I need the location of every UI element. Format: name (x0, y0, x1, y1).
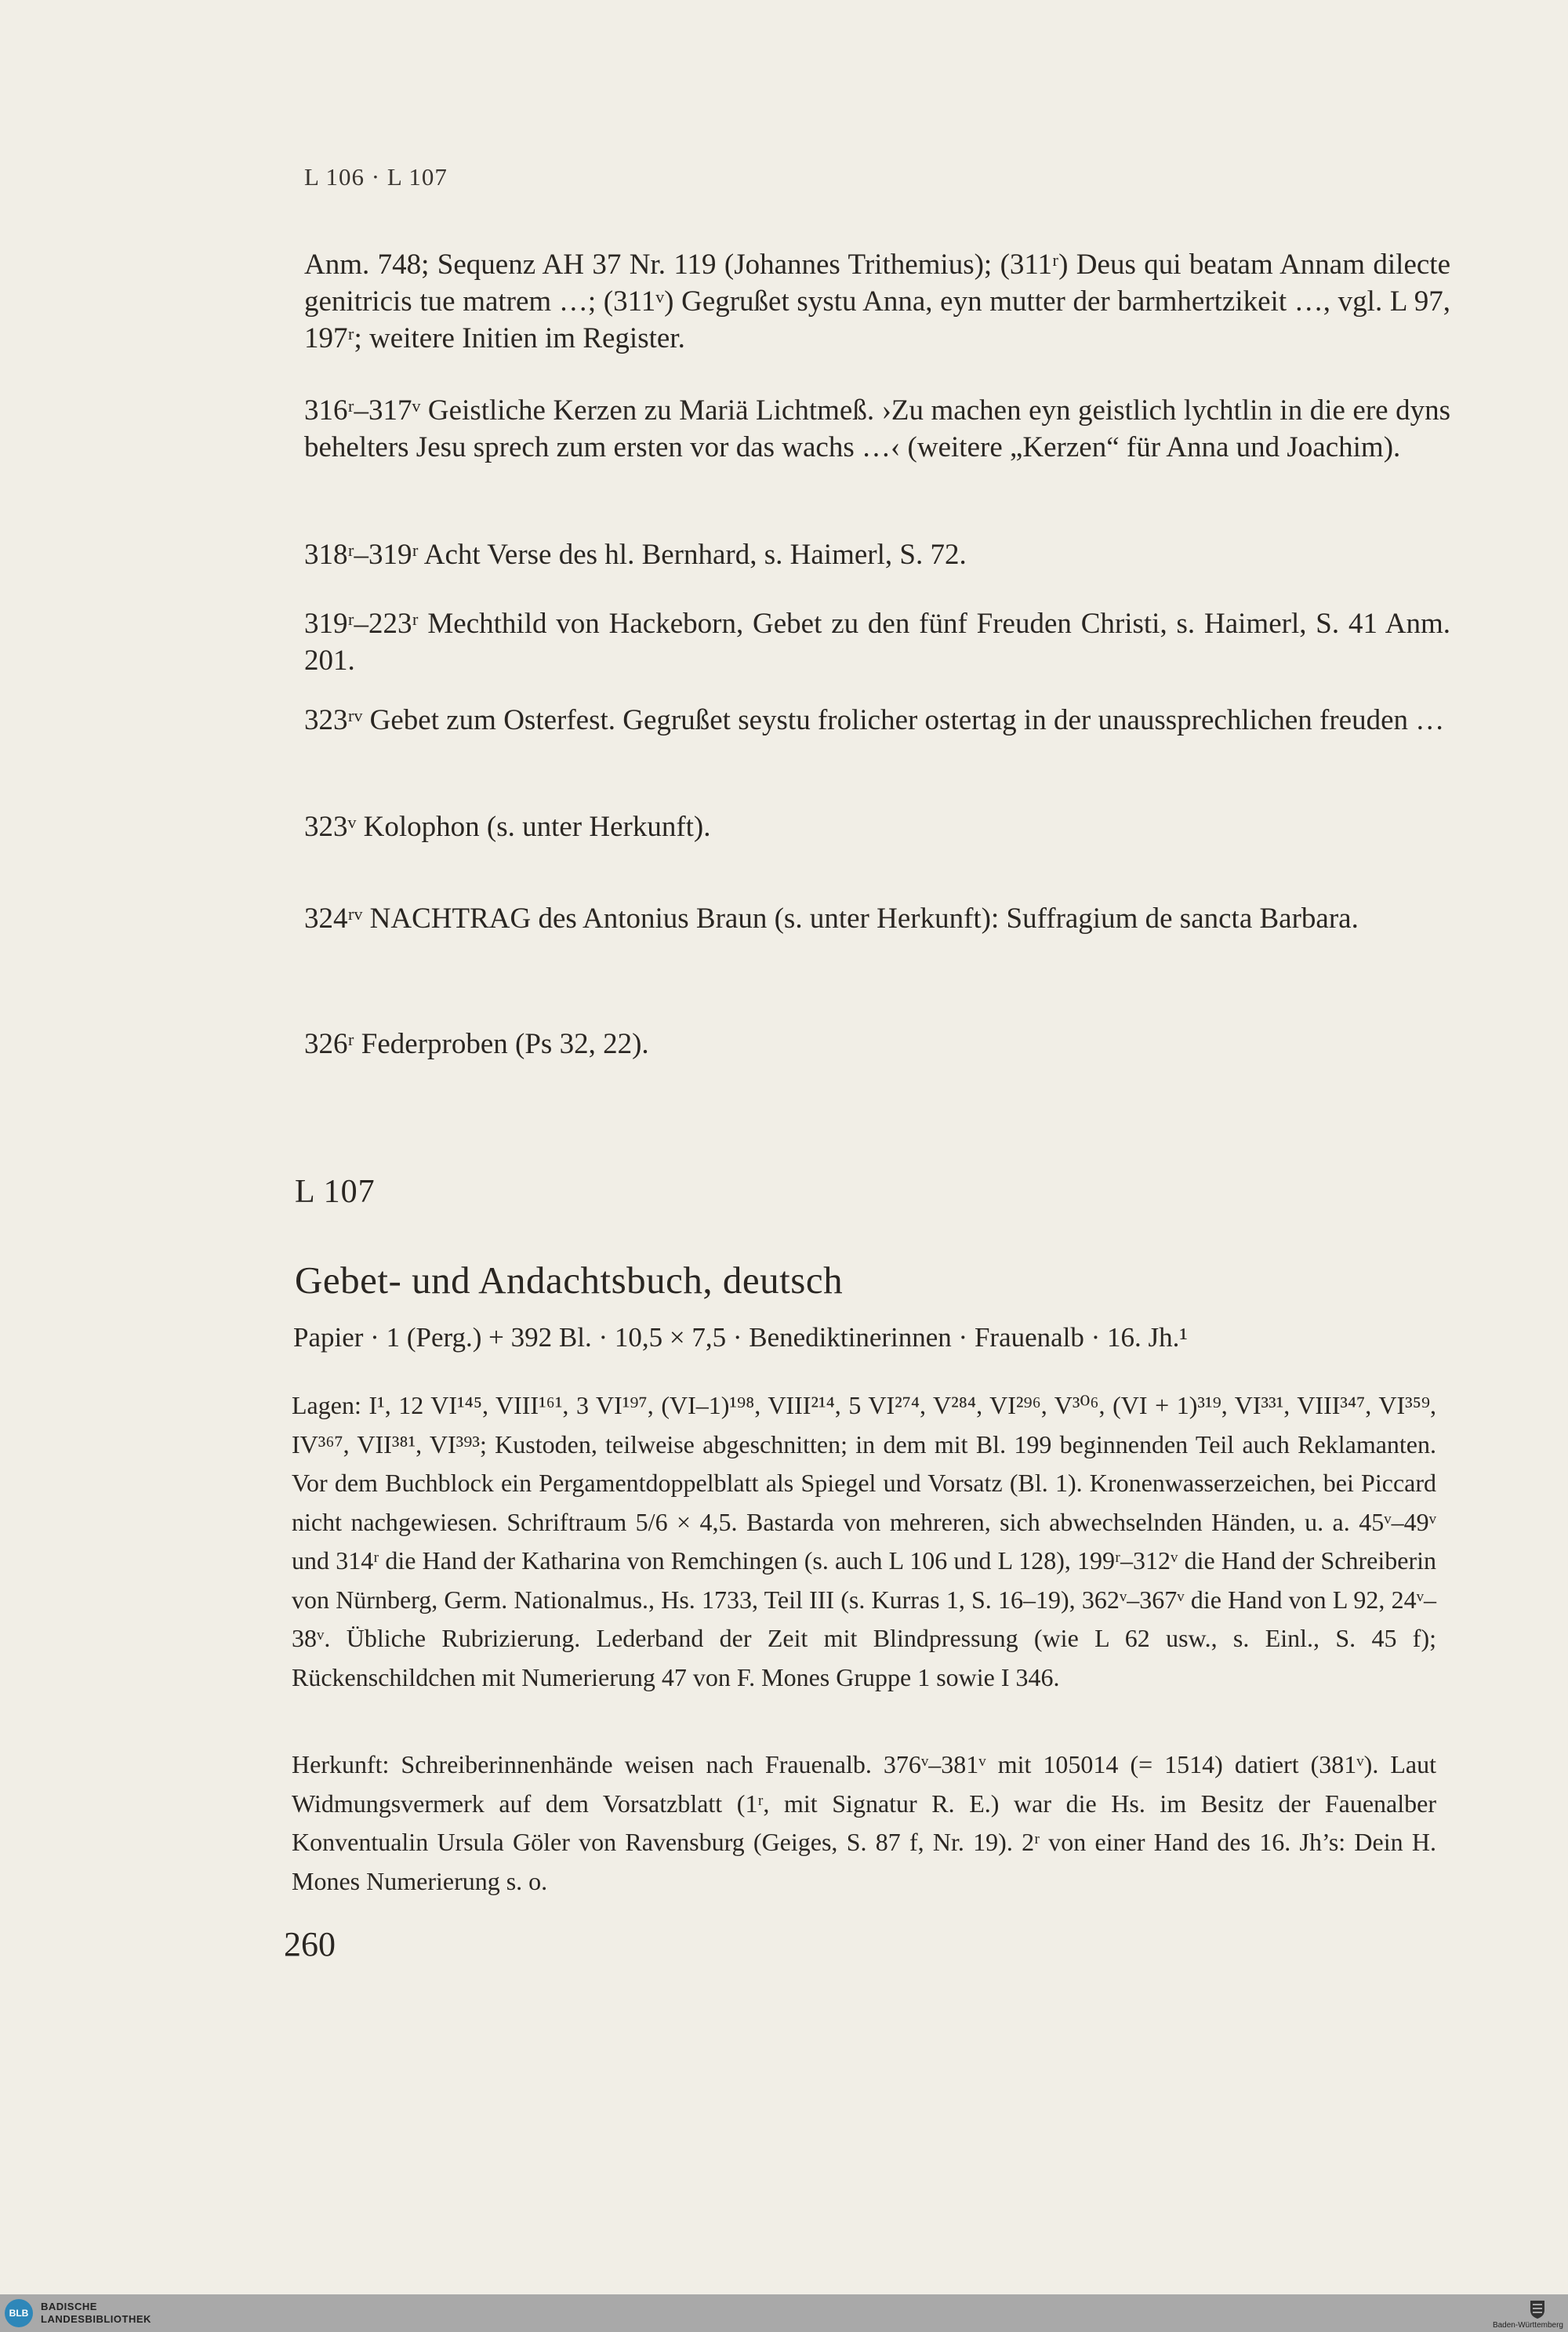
section-title: Gebet- und Andachtsbuch, deutsch (295, 1259, 844, 1302)
entry-316r: 316ʳ–317ᵛ Geistliche Kerzen zu Mariä Lichtmeß. ›Zu machen eyn geistlich lychtlin in die ere dyns behelters Jesu sprech zum ersten vor das wachs …‹ (weitere „Kerzen“ für Anna und Joachim). (304, 394, 1450, 463)
entry-318r: 318ʳ–319ʳ Acht Verse des hl. Bernhard, s. Haimerl, S. 72. (304, 539, 967, 571)
blb-logo-icon: BLB (5, 2299, 33, 2327)
entry-326r: 326ʳ Federproben (Ps 32, 22). (304, 1028, 649, 1060)
page-number: 260 (284, 1925, 336, 1963)
entry-323rv: 323ʳᵛ Gebet zum Osterfest. Gegrußet seystu frolicher ostertag in der unaussprechlichen freuden … (304, 704, 1445, 736)
entry-323v: 323ᵛ Kolophon (s. unter Herkunft). (304, 811, 711, 843)
footer-bar (0, 2294, 1568, 2332)
running-head: L 106 · L 107 (304, 163, 448, 191)
library-name-line1: BADISCHE (41, 2301, 97, 2312)
partner-label: Baden-Württemberg (1492, 2321, 1563, 2330)
entry-anm748: Anm. 748; Sequenz AH 37 Nr. 119 (Johannes Trithemius); (311ʳ) Deus qui beatam Annam dilecte genitricis tue matrem …; (311ᵛ) Gegrußet systu Anna, eyn mutter der barmhertzikeit …, vgl. L 97, 197ʳ; weitere Initien im Register. (304, 249, 1450, 354)
entry-324rv: 324ʳᵛ NACHTRAG des Antonius Braun (s. unter Herkunft): Suffragium de sancta Barbara. (304, 903, 1359, 935)
entry-319r: 319ʳ–223ʳ Mechthild von Hackeborn, Gebet zu den fünf Freuden Christi, s. Haimerl, S. 41 Anm. 201. (304, 608, 1450, 677)
herkunft-paragraph: Herkunft: Schreiberinnenhände weisen nach Frauenalb. 376ᵛ–381ᵛ mit 105014 (= 1514) datiert (381ᵛ). Laut Widmungsvermerk auf dem Vorsatzblatt (1ʳ, mit Signatur R. E.) war die Hs. im Besitz der Fauenalber Konventualin Ursula Göler von Ravensburg (Geiges, S. 87 f, Nr. 19). 2ʳ von einer Hand des 16. Jh’s: Dein H. Mones Numerierung s. o. (292, 1750, 1436, 1895)
section-code: L 107 (295, 1174, 376, 1210)
lagen-paragraph: Lagen: I¹, 12 VI¹⁴⁵, VIII¹⁶¹, 3 VI¹⁹⁷, (VI–1)¹⁹⁸, VIII²¹⁴, 5 VI²⁷⁴, V²⁸⁴, VI²⁹⁶, V³⁰⁶, (VI + 1)³¹⁹, VI³³¹, VIII³⁴⁷, VI³⁵⁹, IV³⁶⁷, VII³⁸¹, VI³⁹³; Kustoden, teilweise abgeschnitten; in dem mit Bl. 199 beginnenden Teil auch Reklamanten. Vor dem Buchblock ein Pergamentdoppelblatt als Spiegel und Vorsatz (Bl. 1). Kronenwasserzeichen, bei Piccard nicht nachgewiesen. Schriftraum 5/6 × 4,5. Bastarda von mehreren, sich abwechselnden Händen, u. a. 45ᵛ–49ᵛ und 314ʳ die Hand der Katharina von Remchingen (s. auch L 106 und L 128), 199ʳ–312ᵛ die Hand der Schreiberin von Nürnberg, Germ. Nationalmus., Hs. 1733, Teil III (s. Kurras 1, S. 16–19), 362ᵛ–367ᵛ die Hand von L 92, 24ᵛ–38ᵛ. Übliche Rubrizierung. Lederband der Zeit mit Blindpressung (wie L 62 usw., s. Einl., S. 45 f); Rückenschildchen mit Numerierung 47 von F. Mones Gruppe 1 sowie I 346. (292, 1391, 1436, 1691)
section-description: Papier · 1 (Perg.) + 392 Bl. · 10,5 × 7,5 · Benediktinerinnen · Frauenalb · 16. Jh.¹ (293, 1322, 1188, 1353)
crest-icon (1529, 2299, 1546, 2319)
library-name-line2: LANDESBIBLIOTHEK (41, 2313, 151, 2325)
